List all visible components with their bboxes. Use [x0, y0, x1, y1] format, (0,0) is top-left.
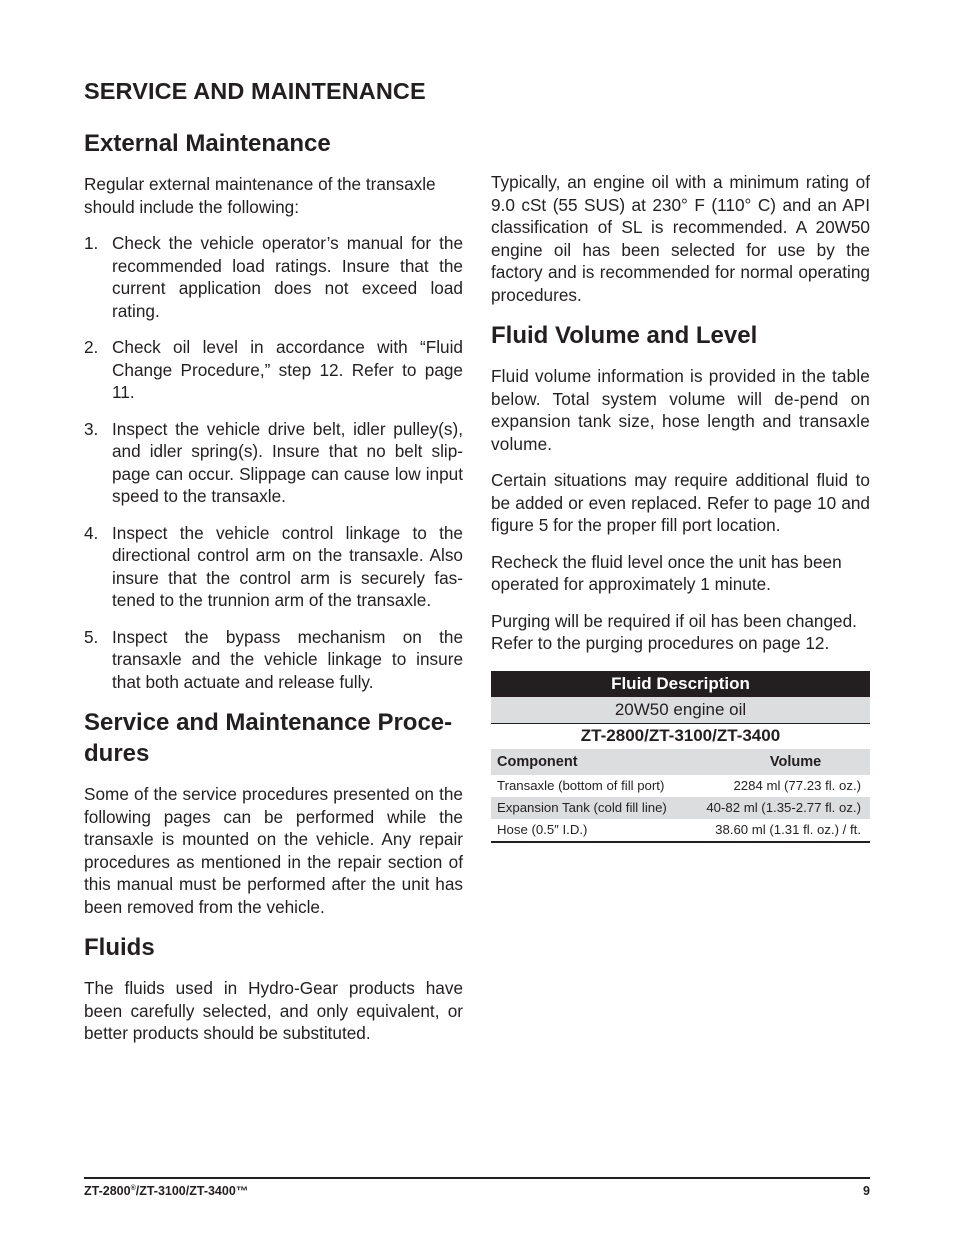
list-item: [84, 336, 463, 404]
list-item-number: 5.: [84, 626, 99, 647]
list-item-number: 1.: [84, 233, 99, 253]
fluids-heading: Fluids: [84, 934, 155, 961]
maintenance-list: [84, 232, 463, 693]
list-item-text: Inspect the bypass mechanism on the transaxle and the vehicle linkage to insure that both actuate and release fully.: [112, 626, 463, 692]
list-item-number: 3.: [84, 418, 99, 439]
external-maintenance-heading: External Maintenance: [84, 130, 331, 157]
oil-type-cell: 20W50 engine oil: [491, 697, 870, 724]
registered-mark: ®: [130, 1185, 136, 1192]
list-item-number: 4.: [84, 522, 99, 543]
list-item-text: Inspect the vehicle drive belt, idler pulley(s), and idler spring(s). Insure that no belt slip-page can occur. Slippage can cause low input speed to the transaxle.: [112, 418, 463, 506]
table-row: [491, 797, 870, 819]
list-item-text: Check the vehicle operator’s manual for the recommended load ratings. Insure that the current application does not exceed load rating.: [112, 233, 463, 321]
section-title: SERVICE AND MAINTENANCE: [84, 78, 426, 104]
list-item-text: Inspect the vehicle control linkage to the directional control arm on the transaxle. Also insure that the control arm is securely fas-tened to the trunnion arm of the transaxle.: [112, 522, 463, 610]
fluid-volume-heading: Fluid Volume and Level: [491, 322, 758, 349]
volume-cell: 38.60 ml (1.31 fl. oz.) / ft.: [687, 819, 870, 842]
fluid-volume-paragraph: Recheck the fluid level once the unit has been operated for approximately 1 minute.: [491, 551, 842, 594]
list-item-text: Check oil level in accordance with “Fluid Change Procedure,” step 12. Refer to page 11.: [112, 337, 463, 402]
left-column: [84, 128, 463, 1059]
footer-divider: [84, 1177, 870, 1179]
fluids-text: The fluids used in Hydro-Gear products have been carefully selected, and only equivalent, or better products should be substituted.: [84, 978, 463, 1043]
volume-column-header: Volume: [687, 749, 870, 775]
oil-rating-text: Typically, an engine oil with a minimum rating of 9.0 cSt (55 SUS) at 230° F (110° C) and an API classification of SL is recommended. A 20W50 engine oil has been selected for use by the factory and is recommended for normal operating procedures.: [491, 172, 870, 305]
volume-cell: 40-82 ml (1.35-2.77 fl. oz.): [687, 797, 870, 819]
page-number: 9: [863, 1184, 870, 1198]
fluid-volume-paragraph: Fluid volume information is provided in the table below. Total system volume will de-pend on expansion tank size, hose length and transaxle volume.: [491, 366, 870, 454]
table-row: [491, 819, 870, 842]
list-item: [84, 522, 463, 612]
component-cell: Expansion Tank (cold fill line): [491, 797, 687, 819]
list-item-number: 2.: [84, 337, 99, 357]
fluid-description-table: [491, 671, 870, 843]
table-header: Fluid Description: [491, 671, 870, 697]
component-cell: Transaxle (bottom of fill port): [497, 778, 665, 793]
component-cell: Hose (0.5″ I.D.): [491, 819, 687, 842]
procedures-heading: Service and Maintenance Proce-dures: [84, 709, 453, 767]
external-intro: Regular external maintenance of the transaxle should include the following:: [84, 174, 436, 217]
fluid-volume-paragraph: Certain situations may require additional fluid to be added or even replaced. Refer to page 10 and figure 5 for the proper fill port location.: [491, 470, 870, 535]
footer-model: [84, 1184, 248, 1198]
list-item: [84, 232, 463, 322]
component-column-header: Component: [491, 749, 687, 775]
right-column: [491, 171, 870, 843]
table-column-headers: [491, 749, 870, 775]
volume-cell: 2284 ml (77.23 fl. oz.): [733, 778, 861, 793]
procedures-text: Some of the service procedures presented on the following pages can be performed while the transaxle is mounted on the vehicle. Any repair procedures as mentioned in the repair section of this manual must be performed after the unit has been removed from the vehicle.: [84, 784, 463, 917]
models-cell: ZT-2800/ZT-3100/ZT-3400: [580, 726, 781, 745]
list-item: [84, 626, 463, 694]
footer-model-secondary: /ZT-3100/ZT-3400™: [135, 1184, 249, 1198]
footer-model-primary: ZT-2800: [84, 1184, 131, 1198]
fluid-volume-paragraph: Purging will be required if oil has been changed. Refer to the purging procedures on page 12.: [491, 610, 857, 653]
table-row: [491, 775, 870, 797]
list-item: [84, 418, 463, 508]
